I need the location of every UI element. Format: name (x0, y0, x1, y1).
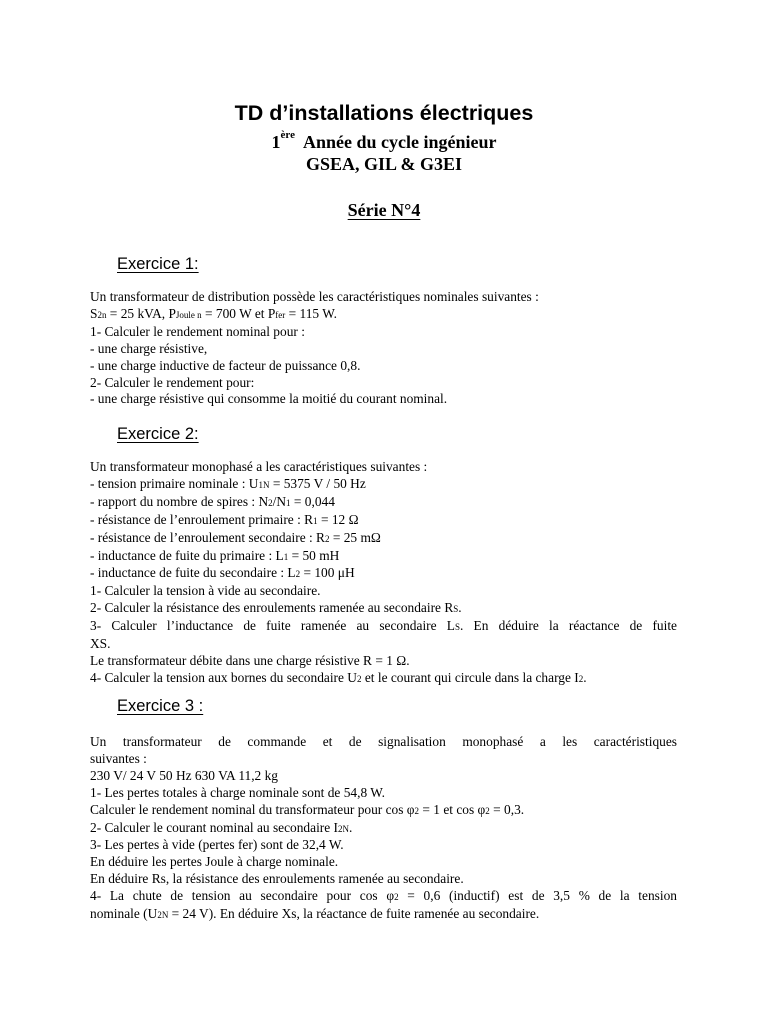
text-line: S2n = 25 kVA, PJoule n = 700 W et Pfer = 115 W. (90, 305, 337, 321)
exercise-2-text (90, 459, 677, 688)
text-line: Un transformateur monophasé a les caractéristiques suivantes : (90, 459, 428, 474)
year-text: Année du cycle ingénieur (302, 132, 497, 152)
text-line: 2- Calculer le rendement pour: (90, 374, 255, 390)
text-line: Un transformateur de commande et de signalisation monophasé a les caractéristiques (90, 734, 677, 749)
year-number: 1 (271, 132, 281, 152)
text-line: XS. (90, 636, 111, 652)
text-line: Calculer le rendement nominal du transformateur pour cos φ2 = 1 et cos φ2 = 0,3. (90, 801, 525, 817)
text-line: 230 V/ 24 V 50 Hz 630 VA 11,2 kg (90, 767, 278, 783)
exercise-2-heading: Exercice 2: (117, 425, 199, 443)
text-line: - tension primaire nominale : U1N = 5375 V / 50 Hz (90, 475, 366, 491)
text-line: - inductance de fuite du secondaire : L2 = 100 μH (90, 565, 355, 581)
text-line: - une charge résistive qui consomme la moitié du courant nominal. (90, 391, 448, 407)
text-line: 1- Calculer le rendement nominal pour : (90, 323, 305, 339)
exercise-3-heading: Exercice 3 : (117, 697, 204, 715)
document-title: TD d’installations électriques (234, 101, 534, 125)
text-line: suivantes : (90, 750, 147, 766)
text-line: - inductance de fuite du primaire : L1 = 50 mH (90, 547, 340, 563)
text-line: Un transformateur de distribution possède les caractéristiques nominales suivantes : (90, 289, 539, 304)
text-line: - rapport du nombre de spires : N2/N1 = 0,044 (90, 493, 335, 509)
exercise-1-text (90, 289, 677, 408)
programs-line: GSEA, GIL & G3EI (305, 154, 463, 174)
text-line: - une charge inductive de facteur de puissance 0,8. (90, 357, 361, 373)
text-line: 4- La chute de tension au secondaire pour cos φ2 = 0,6 (inductif) est de 3,5 % de la tension (90, 888, 677, 904)
text-line: 1- Les pertes totales à charge nominale sont de 54,8 W. (90, 784, 386, 800)
exercise-3-text (90, 734, 677, 924)
text-line: En déduire les pertes Joule à charge nominale. (90, 854, 339, 870)
text-line: 1- Calculer la tension à vide au secondaire. (90, 583, 321, 599)
text-line: 4- Calculer la tension aux bornes du secondaire U2 et le courant qui circule dans la charge I2. (90, 669, 587, 685)
text-line: - résistance de l’enroulement primaire : R1 = 12 Ω (90, 511, 359, 527)
serie-heading: Série N°4 (347, 200, 421, 220)
text-line: 3- Les pertes à vide (pertes fer) sont de 32,4 W. (90, 837, 344, 853)
text-line: - résistance de l’enroulement secondaire : R2 = 25 mΩ (90, 529, 381, 545)
text-line: 3- Calculer l’inductance de fuite ramenée au secondaire LS. En déduire la réactance de fuite (90, 618, 677, 634)
text-line: 2- Calculer le courant nominal au secondaire I2N. (90, 819, 353, 835)
text-line: En déduire Rs, la résistance des enroulements ramenée au secondaire. (90, 871, 464, 887)
text-line: - une charge résistive, (90, 340, 208, 356)
text-line: Le transformateur débite dans une charge résistive R = 1 Ω. (90, 652, 410, 668)
text-line: 2- Calculer la résistance des enroulements ramenée au secondaire RS. (90, 600, 462, 616)
exercise-1-heading: Exercice 1: (117, 255, 199, 273)
year-superscript: ère (280, 129, 295, 141)
text-line: nominale (U2N = 24 V). En déduire Xs, la réactance de fuite ramenée au secondaire. (90, 906, 540, 922)
year-line (0, 131, 768, 153)
